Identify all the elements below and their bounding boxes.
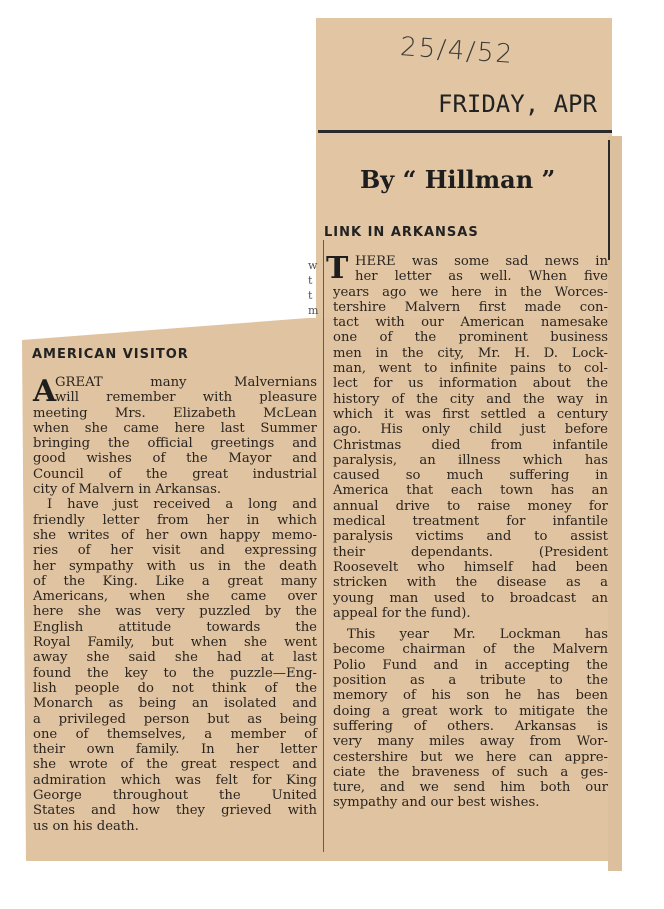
header-rule: [318, 130, 612, 133]
article-line: she writes of her own happy memo-: [33, 527, 317, 543]
article-line: tershire Malvern first made con-: [333, 299, 608, 315]
article-line: HERE was some sad news in: [355, 254, 608, 269]
article-line: us on his death.: [33, 818, 139, 834]
article-line: cestershire but we here can appre-: [333, 749, 608, 765]
article-line: her sympathy with us in the death: [33, 558, 317, 574]
article-line: ries of her visit and expressing: [33, 543, 317, 559]
article-line: sympathy and our best wishes.: [333, 795, 540, 811]
article-line: annual drive to raise money for: [333, 498, 608, 514]
article-line: Americans, when she came over: [33, 589, 317, 605]
article-line: her letter as well. When five: [355, 269, 608, 285]
article-line: Royal Family, but when she went: [33, 635, 317, 651]
article-line: good wishes of the Mayor and: [33, 451, 317, 467]
article-line: Monarch as being an isolated and: [33, 696, 317, 712]
article-line: stricken with the disease as a: [333, 575, 608, 591]
drop-cap-right: T: [326, 251, 349, 286]
article-line: Polio Fund and in accepting the: [333, 657, 608, 673]
stray-letter: w: [308, 259, 318, 272]
article-line: here she was very puzzled by the: [33, 604, 317, 620]
article-line: will remember with pleasure: [55, 390, 317, 406]
article-line: States and how they grieved with: [33, 803, 317, 819]
article-line: Council of the great industrial: [33, 466, 317, 482]
newspaper-dateline: FRIDAY, APR: [438, 90, 597, 118]
article-line: of the King. Like a great many: [33, 573, 317, 589]
drop-cap-left: A: [33, 374, 57, 409]
article-line: paralysis victims and to assist: [333, 529, 608, 545]
article-line: when she came here last Summer: [33, 420, 317, 436]
article-line: This year Mr. Lockman has: [347, 627, 608, 643]
article-line: she wrote of the great respect and: [33, 757, 317, 773]
article-line: George throughout the United: [33, 788, 317, 804]
article-line: ture, and we send him both our: [333, 780, 608, 796]
article-line: one of themselves, a member of: [33, 726, 317, 742]
article-line: a privileged person but as being: [33, 711, 317, 727]
article-link-in-arkansas-body: [333, 254, 608, 811]
column-divider: [323, 240, 324, 852]
stray-letter: t: [308, 274, 313, 287]
article-line: away she said she had at last: [33, 650, 317, 666]
stray-letter: m: [308, 304, 319, 317]
article-line: bringing the official greetings and: [33, 436, 317, 452]
article-line: suffering of others. Arkansas is: [333, 718, 608, 734]
column-rule-right: [608, 140, 610, 260]
article-line: Roosevelt who himself had been: [333, 559, 608, 575]
article-line: ciate the braveness of such a ges-: [333, 764, 608, 780]
article-line: appeal for the fund).: [333, 605, 471, 621]
article-line: very many miles away from Wor-: [333, 734, 608, 750]
article-line: English attitude towards the: [33, 619, 317, 635]
article-line: young man used to broadcast an: [333, 590, 608, 606]
article-line: years ago we here in the Worces-: [333, 284, 608, 300]
article-line: one of the prominent business: [333, 330, 608, 346]
article-line: GREAT many Malvernians: [55, 375, 317, 390]
article-line: lect for us information about the: [333, 376, 608, 392]
article-line: men in the city, Mr. H. D. Lock-: [333, 345, 608, 361]
article-line: ago. His only child just before: [333, 422, 608, 438]
clipping-right-edge: [608, 136, 622, 871]
article-line: lish people do not think of the: [33, 680, 317, 696]
article-line: tact with our American namesake: [333, 315, 608, 331]
article-line: Christmas died from infantile: [333, 437, 608, 453]
article-line: I have just received a long and: [47, 497, 317, 513]
byline: By “ Hillman ”: [360, 165, 556, 194]
article-line: friendly letter from her in which: [33, 512, 317, 528]
article-line: admiration which was felt for King: [33, 772, 317, 788]
article-line: caused so much suffering in: [333, 468, 608, 484]
article-line: position as a tribute to the: [333, 673, 608, 689]
article-line: meeting Mrs. Elizabeth McLean: [33, 405, 317, 421]
article-line: found the key to the puzzle—Eng-: [33, 665, 317, 681]
article-line: America that each town has an: [333, 483, 608, 499]
article-line: history of the city and the way in: [333, 391, 608, 407]
article-line: city of Malvern in Arkansas.: [33, 482, 222, 498]
handwritten-date: 25/4/52: [399, 32, 516, 70]
article-american-visitor-body: [33, 375, 317, 834]
headline-link-in-arkansas: LINK IN ARKANSAS: [324, 225, 479, 240]
article-line: medical treatment for infantile: [333, 514, 608, 530]
article-line: paralysis, an illness which has: [333, 452, 608, 468]
article-line: doing a great work to mitigate the: [333, 703, 608, 719]
article-line: which it was first settled a century: [333, 406, 608, 422]
stray-margin-letters: [308, 258, 318, 318]
article-line: memory of his son he has been: [333, 688, 608, 704]
headline-american-visitor: AMERICAN VISITOR: [32, 347, 189, 362]
article-line: their dependants. (President: [333, 544, 608, 560]
article-line: their own family. In her letter: [33, 742, 317, 758]
stray-letter: t: [308, 289, 313, 302]
article-line: become chairman of the Malvern: [333, 642, 608, 658]
article-line: man, went to infinite pains to col-: [333, 361, 608, 377]
